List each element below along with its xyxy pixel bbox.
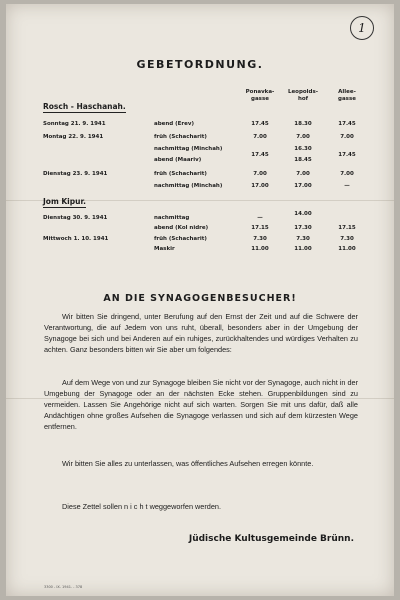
row-service: abend (Kol nidre): [154, 225, 209, 231]
time-ponavkagasse: 17.15: [251, 225, 269, 231]
time-alleegasse: 17.45: [338, 152, 356, 158]
time-ponavkagasse: 17.45: [251, 152, 269, 158]
row-service: früh (Schacharit): [154, 171, 207, 177]
row-date: Sonntag 21. 9. 1941: [43, 121, 106, 127]
row-service: früh (Schacharit): [154, 134, 207, 140]
column-header-leopoldshof: Leopolds- hof: [287, 89, 319, 102]
time-leopoldshof: 18.45: [294, 157, 312, 163]
notice-paragraph: Diese Zettel sollen n i c h t weggeworfen werden.: [62, 502, 221, 511]
row-date: Dienstag 23. 9. 1941: [43, 171, 108, 177]
time-ponavkagasse: 11.00: [251, 246, 269, 252]
time-leopoldshof: 18.30: [294, 121, 312, 127]
row-service: nachmittag (Minchah): [154, 146, 223, 152]
row-service: früh (Schacharit): [154, 236, 207, 242]
notice-heading: AN DIE SYNAGOGENBESUCHER!: [103, 293, 297, 304]
row-date: Dienstag 30. 9. 1941: [43, 215, 108, 221]
time-leopoldshof: 16.30: [294, 146, 312, 152]
notice-paragraph: Wir bitten Sie dringend, unter Berufung auf den Ernst der Zeit und auf die Schwere der Verantwortung, die auf Jedem von uns ruht, überall, besonders aber in der Umgebung der Synagoge bei sich und bei Anderen auf ein ruhiges, zurückhaltendes und würdiges Verhalten zu achten. Ganz besonders bitten wir Sie aber um folgendes:: [44, 312, 358, 354]
row-service: Maskir: [154, 246, 175, 252]
row-service: nachmittag: [154, 215, 190, 221]
time-ponavkagasse: 17.00: [251, 183, 269, 189]
notice-paragraph: Auf dem Wege von und zur Synagoge bleiben Sie nicht vor der Synagoge, auch nicht in der Umgebung der Synagoge oder an der nächsten Ecke stehen. Gruppenbildungen sind zu vermeiden. Lassen Sie Angehörige nicht auf sich warten. Sorgen Sie mit uns dafür, daß alle Andächtigen ohne großes Aufsehen die Synagoge verlassen und sich auf dem kürzesten Wege entfernen.: [44, 378, 358, 431]
time-alleegasse: 11.00: [338, 246, 356, 252]
section-heading-rosch-haschanah: Rosch - Haschanah.: [43, 102, 126, 111]
time-ponavkagasse: 7.00: [253, 171, 267, 177]
document-sheet: [6, 4, 394, 596]
time-leopoldshof: 7.30: [296, 236, 310, 242]
row-service: nachmittag (Minchah): [154, 183, 223, 189]
print-footnote: 3300 - IX. 1941. - 378: [44, 585, 83, 589]
time-alleegasse: 7.00: [340, 134, 354, 140]
time-ponavkagasse: 17.45: [251, 121, 269, 127]
time-alleegasse: 7.00: [340, 171, 354, 177]
time-leopoldshof: 7.00: [296, 171, 310, 177]
time-leopoldshof: 14.00: [294, 211, 312, 217]
notice-paragraph: Wir bitten Sie alles zu unterlassen, was öffentliches Aufsehen erregen könnte.: [62, 459, 314, 468]
time-leopoldshof: 7.00: [296, 134, 310, 140]
time-ponavkagasse: 7.30: [253, 236, 267, 242]
row-service: abend (Erev): [154, 121, 194, 127]
row-date: Mittwoch 1. 10. 1941: [43, 236, 109, 242]
time-leopoldshof: 11.00: [294, 246, 312, 252]
time-alleegasse: 17.45: [338, 121, 356, 127]
time-alleegasse: 17.15: [338, 225, 356, 231]
section-heading-jom-kipur: Jom Kipur.: [43, 197, 86, 206]
column-header-alleegasse: Allee- gasse: [338, 89, 356, 102]
time-ponavkagasse: 7.00: [253, 134, 267, 140]
row-service: abend (Maariv): [154, 157, 202, 163]
signature: Jüdische Kultusgemeinde Brünn.: [188, 534, 354, 544]
time-ponavkagasse: —: [257, 215, 263, 221]
column-header-ponavkagasse: Ponavka- gasse: [245, 89, 275, 102]
time-leopoldshof: 17.30: [294, 225, 312, 231]
time-leopoldshof: 17.00: [294, 183, 312, 189]
row-date: Montag 22. 9. 1941: [43, 134, 104, 140]
page-title: GEBETORDNUNG.: [136, 58, 264, 71]
time-alleegasse: —: [344, 183, 350, 189]
page-number: 1: [350, 16, 374, 40]
time-alleegasse: 7.30: [340, 236, 354, 242]
